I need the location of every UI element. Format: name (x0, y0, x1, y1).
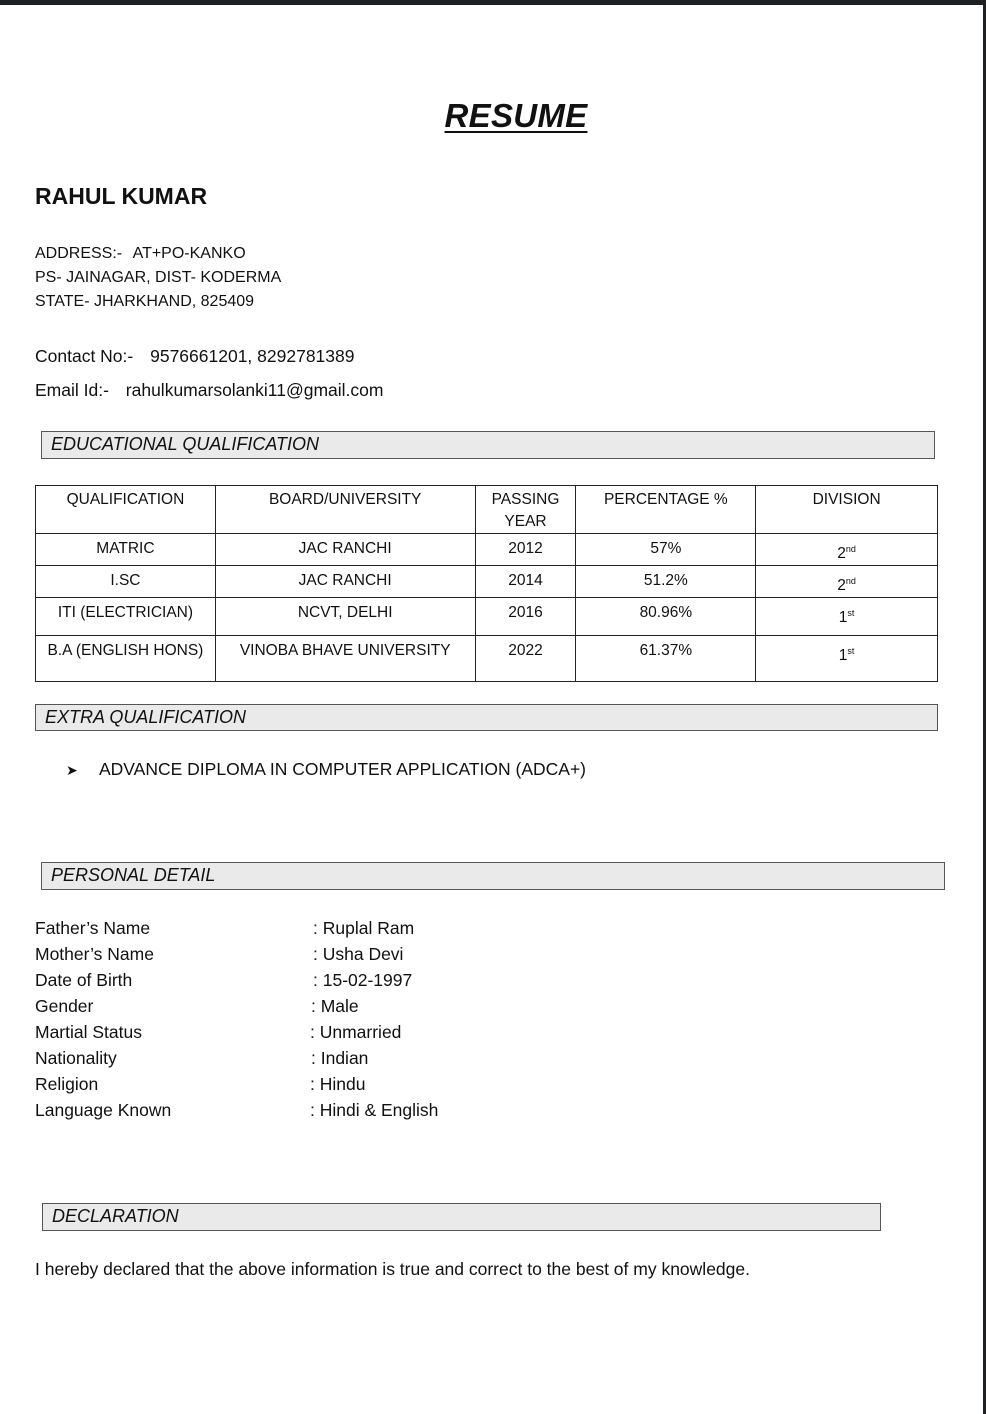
header-passing: PASSING (491, 491, 560, 508)
personal-label: Gender (35, 996, 94, 1016)
personal-label: Father’s Name (35, 918, 151, 938)
personal-label: Martial Status (35, 1022, 142, 1042)
header-year: YEAR (504, 513, 547, 530)
cell-qualification: B.A (ENGLISH HONS) (36, 636, 216, 682)
personal-value: : Hindi & English (310, 1100, 439, 1120)
table-row (36, 636, 938, 682)
cell-qualification: ITI (ELECTRICIAN) (36, 598, 216, 636)
arrow-bullet-icon: ➤ (66, 762, 78, 778)
personal-value: : Indian (311, 1048, 369, 1068)
personal-value: : Male (311, 996, 359, 1016)
section-personal-detail: PERSONAL DETAIL (41, 862, 945, 890)
cell-board: JAC RANCHI (215, 534, 475, 566)
address-line-3: STATE- JHARKHAND, 825409 (35, 293, 255, 310)
education-table (35, 485, 938, 682)
candidate-name: RAHUL KUMAR (35, 183, 208, 209)
cell-percentage: 80.96% (576, 598, 756, 636)
cell-year: 2012 (475, 534, 576, 566)
cell-board: VINOBA BHAVE UNIVERSITY (215, 636, 475, 682)
extra-item-text: ADVANCE DIPLOMA IN COMPUTER APPLICATION (ADCA+) (99, 759, 587, 779)
personal-label: Date of Birth (35, 970, 133, 990)
address-value: AT+PO-KANKO (132, 245, 246, 262)
section-extra-qualification: EXTRA QUALIFICATION (35, 704, 938, 731)
address-line-2: PS- JAINAGAR, DIST- KODERMA (35, 269, 282, 286)
table-row (36, 534, 938, 566)
cell-board: NCVT, DELHI (215, 598, 475, 636)
header-percentage: PERCENTAGE % (576, 486, 756, 534)
email-value: rahulkumarsolanki11@gmail.com (125, 380, 384, 400)
personal-label: Religion (35, 1074, 99, 1094)
table-row (36, 598, 938, 636)
cell-qualification: MATRIC (36, 534, 216, 566)
cell-year: 2022 (475, 636, 576, 682)
personal-label: Nationality (35, 1048, 117, 1068)
cell-percentage: 61.37% (576, 636, 756, 682)
contact-label: Contact No:- (35, 346, 134, 366)
table-row (36, 566, 938, 598)
personal-value: : Hindu (310, 1074, 366, 1094)
personal-value: : Ruplal Ram (313, 918, 415, 938)
email-row (35, 380, 383, 401)
cell-division: 1st (756, 636, 938, 682)
cell-percentage: 57% (576, 534, 756, 566)
personal-value: : 15-02-1997 (313, 970, 413, 990)
section-declaration: DECLARATION (42, 1203, 881, 1231)
cell-board: JAC RANCHI (215, 566, 475, 598)
cell-division: 2nd (756, 566, 938, 598)
header-board: BOARD/UNIVERSITY (215, 486, 475, 534)
header-qualification: QUALIFICATION (36, 486, 216, 534)
header-division: DIVISION (756, 486, 938, 534)
personal-label: Mother’s Name (35, 944, 154, 964)
personal-label: Language Known (35, 1100, 172, 1120)
cell-year: 2016 (475, 598, 576, 636)
page-title: RESUME (444, 97, 588, 134)
header-passing-year (475, 486, 576, 534)
contact-value: 9576661201, 8292781389 (150, 346, 355, 366)
list-item (66, 759, 586, 780)
declaration-text: I hereby declared that the above information is true and correct to the best of my knowledge. (35, 1259, 750, 1279)
cell-division: 1st (756, 598, 938, 636)
address-line-1 (35, 245, 246, 263)
address-label: ADDRESS:- (35, 245, 123, 262)
cell-qualification: I.SC (36, 566, 216, 598)
section-educational-qualification: EDUCATIONAL QUALIFICATION (41, 431, 935, 459)
cell-year: 2014 (475, 566, 576, 598)
email-label: Email Id:- (35, 380, 109, 400)
contact-row (35, 346, 355, 367)
personal-value: : Usha Devi (313, 944, 404, 964)
cell-division: 2nd (756, 534, 938, 566)
table-header-row (36, 486, 938, 534)
cell-percentage: 51.2% (576, 566, 756, 598)
personal-value: : Unmarried (310, 1022, 402, 1042)
